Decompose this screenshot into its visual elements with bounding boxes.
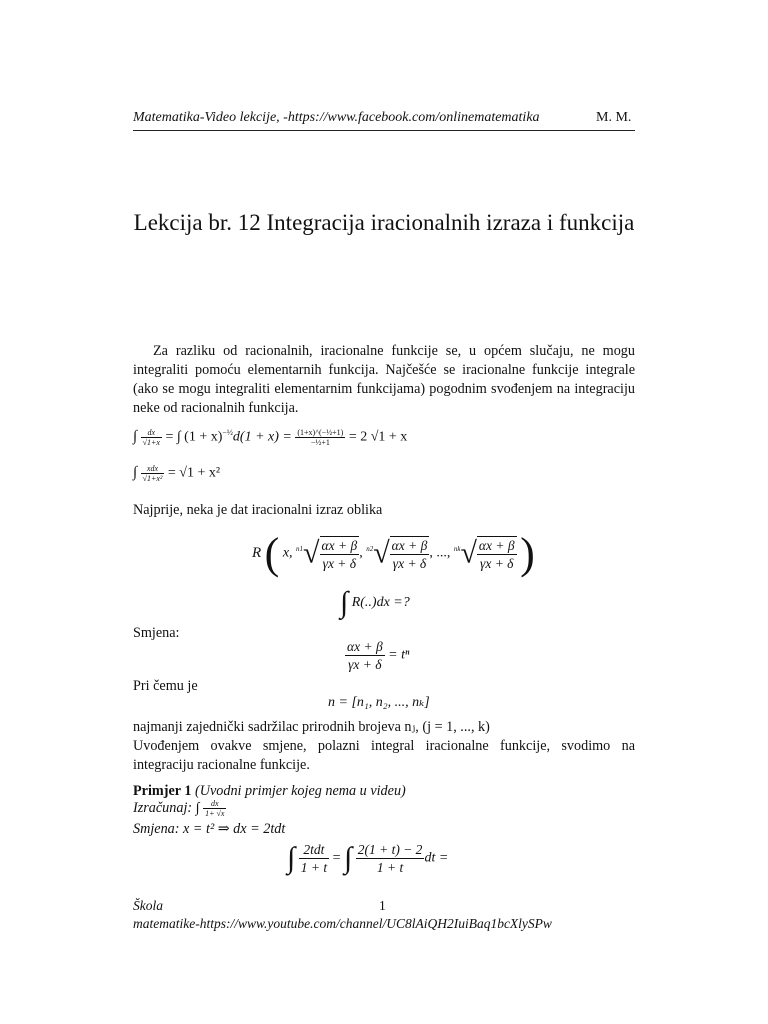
root-fraction-k: $\frac{\alpha x + \beta}{\gamma x + \delta}$ (478, 537, 515, 571)
footer-line-1: Škola (133, 898, 163, 913)
lesson-title: Lekcija br. 12 Integracija iracionalnih izraza i funkcija (133, 210, 635, 235)
uvodjenjem-text: Uvođenjem ovakve smjene, polazni integral iracionalne funkcije, svodimo na integraciju racionalne funkcije. (133, 738, 635, 773)
final-fraction-2: $\frac{2(1 + t) - 2}{1 + t}$ (357, 842, 423, 875)
header-divider (133, 130, 635, 131)
izracunaj-fraction: $\frac{dx}{1+ √x}$ (205, 799, 225, 818)
intro-paragraph: Za razliku od racionalnih, iracionalne funkcije se, u općem slučaju, ne mogu integraliti pomoću elementarnih funkcija. Najčešće se iracionalne funkcije integrale (ako se mogu integraliti elementarnim funkcijama) pogodnim svođenjem na integraciju neke od racionalnih funkcija. (133, 343, 635, 416)
root-sign: √ (373, 536, 390, 570)
najprije-text: Najprije, neka je dat iracionalni izraz oblika (133, 502, 383, 518)
root-sign: √ (460, 536, 477, 570)
najmanji-text: najmanji zajednički sadržilac prirodnih brojeva nⱼ, (j = 1, ..., k) (133, 719, 490, 735)
primjer-heading: Primjer 1 (Uvodni primjer kojeg nema u videu) (133, 783, 406, 799)
final-equation: ∫ $\frac{\text{2tdt}}{1 + t}$ = ∫ $\frac{2(1 + t) - 2}{1 + t}$ dt = (287, 841, 449, 875)
r-expression: R ( x, $^{n1}$√ $\frac{\alpha x + \beta}{\gamma x + \delta}$ , $^{n2}$√ $\frac{\alpha x + \beta}{\gamma x + \delta}$ , ..., $^{nk}$√ $\frac{\alpha x + \beta}{\gamma x + \delta}$ ) (252, 529, 535, 578)
integral-sign: ∫ (133, 428, 138, 445)
n-equation: n = [n₁, n₂, ..., nₖ] (328, 695, 430, 710)
header-author: M. M. (596, 110, 632, 125)
fraction-xdx-sqrt: $\frac{\text{xdx}}{\text{√1+x²}}$ (142, 464, 163, 483)
footer-link[interactable]: matematike-https://www.youtube.com/channel/UC8lAiQH2IuiBaq1bcXlySPw (133, 916, 552, 931)
root-fraction-2: $\frac{\alpha x + \beta}{\gamma x + \delta}$ (391, 537, 428, 571)
header-source-text: Matematika-Video lekcije, -https://www.facebook.com/onlinematematika (133, 110, 540, 125)
final-fraction-1: $\frac{\text{2tdt}}{1 + t}$ (300, 842, 328, 875)
fraction-power: $\frac{\text{(1+x)\textasciicircum{}(−½+1)}}{\text{−½+1}}$ (297, 428, 344, 447)
smjena-equation: $\frac{\alpha x + \beta}{\gamma x + \delta}$ = tⁿ (347, 639, 410, 672)
left-paren: ( (264, 529, 280, 578)
smjena-label: Smjena: (133, 625, 180, 641)
izracunaj-line: Izračunaj: ∫ $\frac{dx}{1+ √x}$ (133, 799, 225, 818)
smjena-2-line: Smjena: x = t² ⇒ dx = 2tdt (133, 821, 286, 837)
root-sign: √ (303, 536, 320, 570)
integral-sign: ∫ (340, 586, 349, 619)
smjena-fraction: $\frac{\alpha x + \beta}{\gamma x + \delta}$ (347, 639, 383, 672)
right-paren: ) (520, 529, 535, 578)
equation-2: ∫ $\frac{\text{xdx}}{\text{√1+x²}}$ = √1 + x² (133, 464, 221, 483)
root-fraction-1: $\frac{\alpha x + \beta}{\gamma x + \delta}$ (321, 537, 358, 571)
integral-sign: ∫ (133, 464, 138, 481)
fraction-dx-sqrt: $\frac{dx}{√1+x}$ (142, 428, 160, 447)
page-number: 1 (379, 898, 386, 913)
equation-1: ∫ $\frac{dx}{√1+x}$ = ∫ $(1 + x)^{-\frac{1}{2}}d(1 + x)$ = $\frac{\text{(1+x)\textasciicircum{}(−½+1)}}{\text{−½+1}}$ = 2 √1 + x (133, 428, 408, 447)
pri-cemu-text: Pri čemu je (133, 678, 198, 694)
integral-r: ∫ R(..)dx =? (340, 586, 410, 619)
